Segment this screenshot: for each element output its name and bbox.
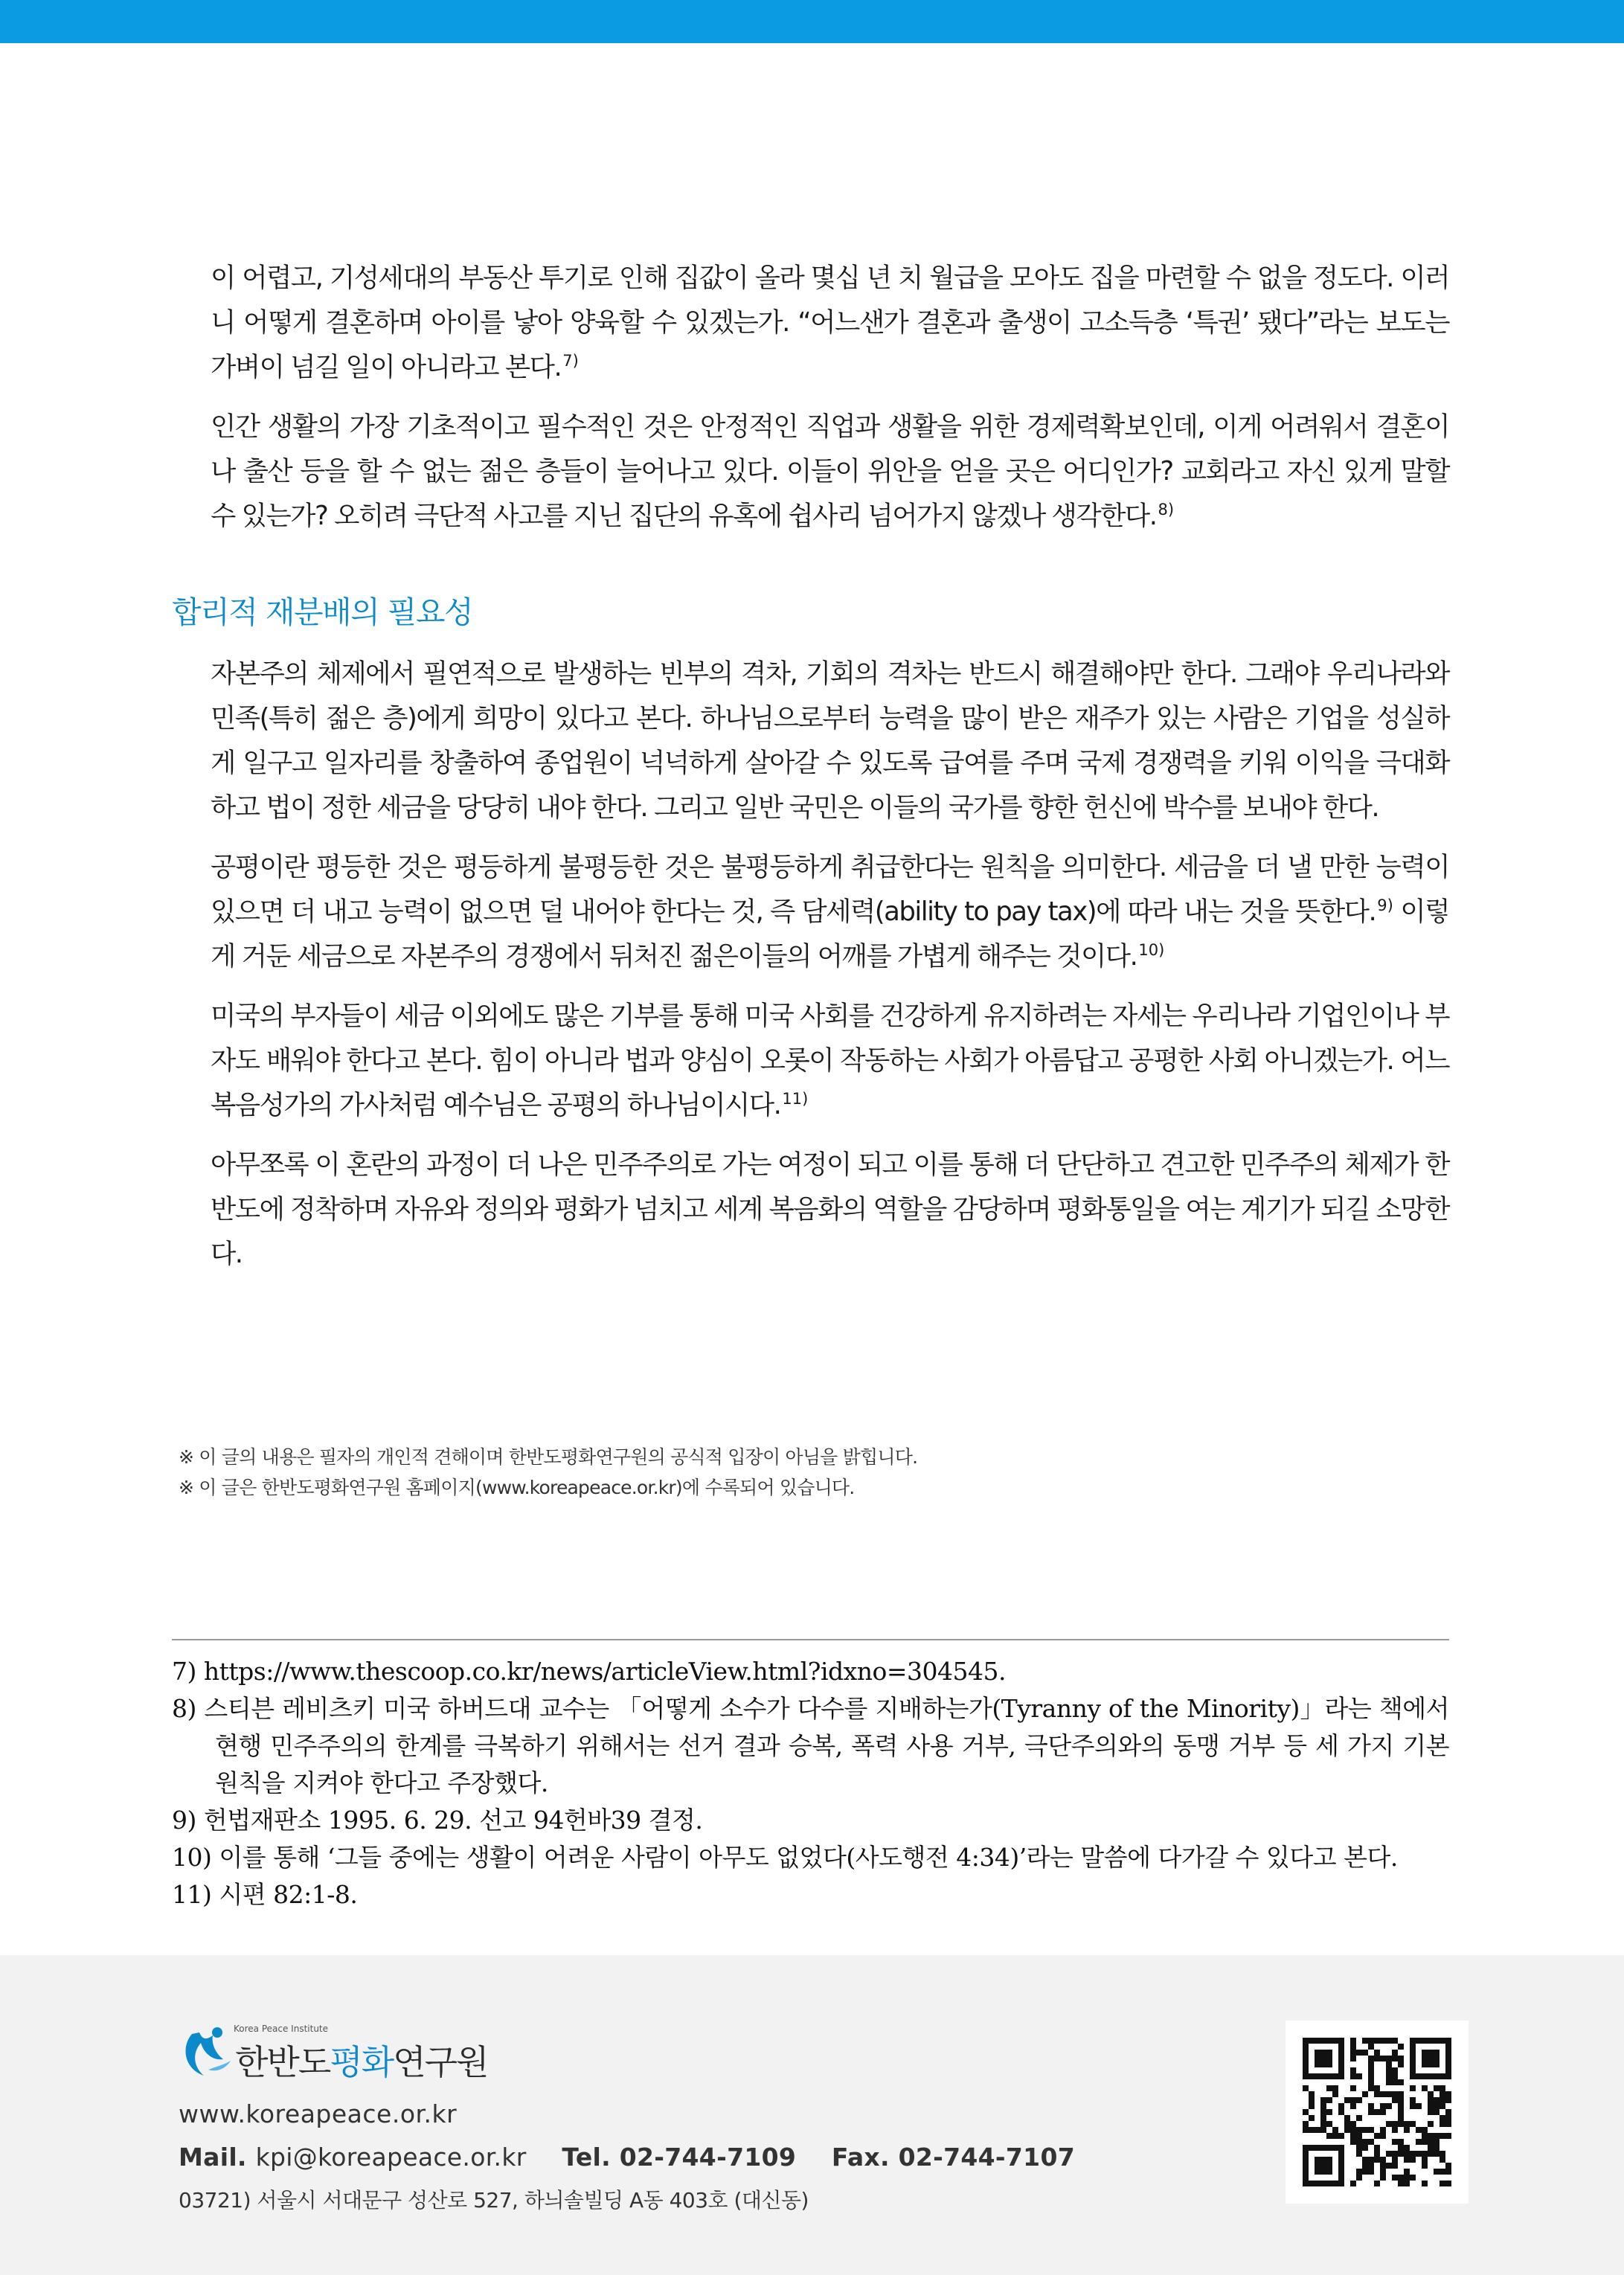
disclaimer-note-2: ※ 이 글은 한반도평화연구원 홈페이지(www.koreapeace.or.kr)에 수록되어 있습니다. <box>179 1477 855 1498</box>
footnote-divider <box>172 1639 1449 1640</box>
mail-label: Mail. <box>179 2143 247 2172</box>
fax-number: 02-744-7107 <box>898 2143 1075 2172</box>
contact-line <box>179 2143 1075 2172</box>
paragraph-2-text: 인간 생활의 가장 기초적이고 필수적인 것은 안정적인 직업과 생활을 위한 경제력확보인데, 이게 어려워서 결혼이나 출산 등을 할 수 없는 젊은 층들이 늘어나고 있다. 이들이 위안을 얻을 곳은 어디인가? 교회라고 자신 있게 말할 수 있는가? 오히려 극단적 사고를 지닌 집단의 유혹에 쉽사리 넘어가지 않겠나 생각한다. <box>211 411 1449 531</box>
footnote-ref-11[interactable]: 11) <box>782 1090 809 1108</box>
footnote-9: 9) 헌법재판소 1995. 6. 29. 선고 94헌바39 결정. <box>172 1806 703 1835</box>
footnote-ref-10[interactable]: 10) <box>1138 941 1165 959</box>
mail-address[interactable]: kpi@koreapeace.or.kr <box>255 2143 527 2172</box>
page-footer <box>0 1955 1624 2275</box>
footnote-11: 11) 시편 82:1-8. <box>172 1880 358 1909</box>
dove-logo-icon <box>179 2024 235 2080</box>
paragraph-4-text-b: 이렇게 거둔 세금으로 자본주의 경쟁에서 뒤처진 젊은이들의 어깨를 가볍게 해주는 것이다. <box>211 896 1449 972</box>
paragraph-3: 자본주의 체제에서 필연적으로 발생하는 빈부의 격차, 기회의 격차는 반드시 해결해야만 한다. 그래야 우리나라와 민족(특히 젊은 층)에게 희망이 있다고 본다. 하나님으로부터 능력을 많이 받은 재주가 있는 사람은 기업을 성실하게 일구고 일자리를 창출하여 종업원이 넉넉하게 살아갈 수 있도록 급여를 주며 국제 경쟁력을 키워 이익을 극대화하고 법이 정한 세금을 당당히 내야 한다. 그리고 일반 국민은 이들의 국가를 향한 헌신에 박수를 보내야 한다. <box>211 658 1449 823</box>
logo-korean-name <box>235 2035 488 2085</box>
paragraph-2 <box>211 405 1449 539</box>
paragraph-5 <box>211 994 1449 1128</box>
disclaimer-note-1: ※ 이 글의 내용은 필자의 개인적 견해이며 한반도평화연구원의 공식적 입장이 아님을 밝힙니다. <box>179 1446 918 1468</box>
footnote-10: 10) 이를 통해 ‘그들 중에는 생활이 어려운 사람이 아무도 없었다(사도행전 4:34)’라는 말씀에 다가갈 수 있다고 본다. <box>172 1843 1398 1872</box>
paragraph-5-text: 미국의 부자들이 세금 이외에도 많은 기부를 통해 미국 사회를 건강하게 유지하려는 자세는 우리나라 기업인이나 부자도 배워야 한다고 본다. 힘이 아니라 법과 양심이 오롯이 작동하는 사회가 아름답고 공평한 사회 아니겠는가. 어느 복음성가의 가사처럼 예수님은 공평의 하나님이시다. <box>211 1001 1449 1120</box>
footnote-ref-8[interactable]: 8) <box>1158 501 1175 519</box>
footnote-8: 8) 스티븐 레비츠키 미국 하버드대 교수는 「어떻게 소수가 다수를 지배하는가(Tyranny of the Minority)」라는 책에서 현행 민주주의의 한계를 극복하기 위해서는 선거 결과 승복, 폭력 사용 거부, 극단주의와의 동맹 거부 등 세 가지 기본원칙을 지켜야 한다고 주장했다. <box>172 1694 1449 1797</box>
body-section-top <box>211 256 1449 553</box>
tel-number: 02-744-7109 <box>619 2143 797 2172</box>
fax-label: Fax. <box>831 2143 890 2172</box>
paragraph-6: 아무쪼록 이 혼란의 과정이 더 나은 민주주의로 가는 여정이 되고 이를 통해 더 단단하고 견고한 민주주의 체제가 한반도에 정착하며 자유와 정의와 평화가 넘치고 세계 복음화의 역할을 감당하며 평화통일을 여는 계기가 되길 소망한다. <box>211 1149 1449 1269</box>
footnote-ref-7[interactable]: 7) <box>562 352 579 370</box>
website-link[interactable]: www.koreapeace.or.kr <box>179 2099 458 2128</box>
paragraph-4 <box>211 845 1449 979</box>
logo-english-name: Korea Peace Institute <box>234 2024 329 2034</box>
paragraph-1-text: 이 어렵고, 기성세대의 부동산 투기로 인해 집값이 올라 몇십 년 치 월급을 모아도 집을 마련할 수 없을 정도다. 이러니 어떻게 결혼하며 아이를 낳아 양육할 수 있겠는가. “어느샌가 결혼과 출생이 고소득층 ‘특권’ 됐다”라는 보도는 가벼이 넘길 일이 아니라고 본다. <box>211 263 1449 382</box>
qr-code-icon <box>1303 2038 1451 2186</box>
paragraph-1 <box>211 256 1449 390</box>
footnote-7: 7) https://www.thescoop.co.kr/news/articleView.html?idxno=304545. <box>172 1657 1006 1686</box>
logo-name-part-1: 한반도 <box>235 2042 330 2082</box>
section-heading: 합리적 재분배의 필요성 <box>172 594 473 630</box>
logo-name-part-3: 연구원 <box>393 2042 488 2082</box>
institute-logo[interactable] <box>179 2022 491 2082</box>
footnotes-list <box>172 1653 1449 1913</box>
tel-label: Tel. <box>562 2143 611 2172</box>
logo-name-part-2: 평화 <box>330 2042 394 2082</box>
disclaimer-notes <box>179 1442 917 1503</box>
paragraph-4-text-a: 공평이란 평등한 것은 평등하게 불평등한 것은 불평등하게 취급한다는 원칙을 의미한다. 세금을 더 낼 만한 능력이 있으면 더 내고 능력이 없으면 덜 내어야 한다는 것, 즉 담세력(ability to pay tax)에 따라 내는 것을 뜻한다. <box>211 852 1449 927</box>
top-accent-bar <box>0 0 1624 43</box>
body-section-bottom <box>211 652 1449 1291</box>
qr-code[interactable] <box>1286 2021 1469 2204</box>
footnote-ref-9[interactable]: 9) <box>1377 896 1393 914</box>
postal-address: 03721) 서울시 서대문구 성산로 527, 하늬솔빌딩 A동 403호 (대신동) <box>179 2188 809 2213</box>
